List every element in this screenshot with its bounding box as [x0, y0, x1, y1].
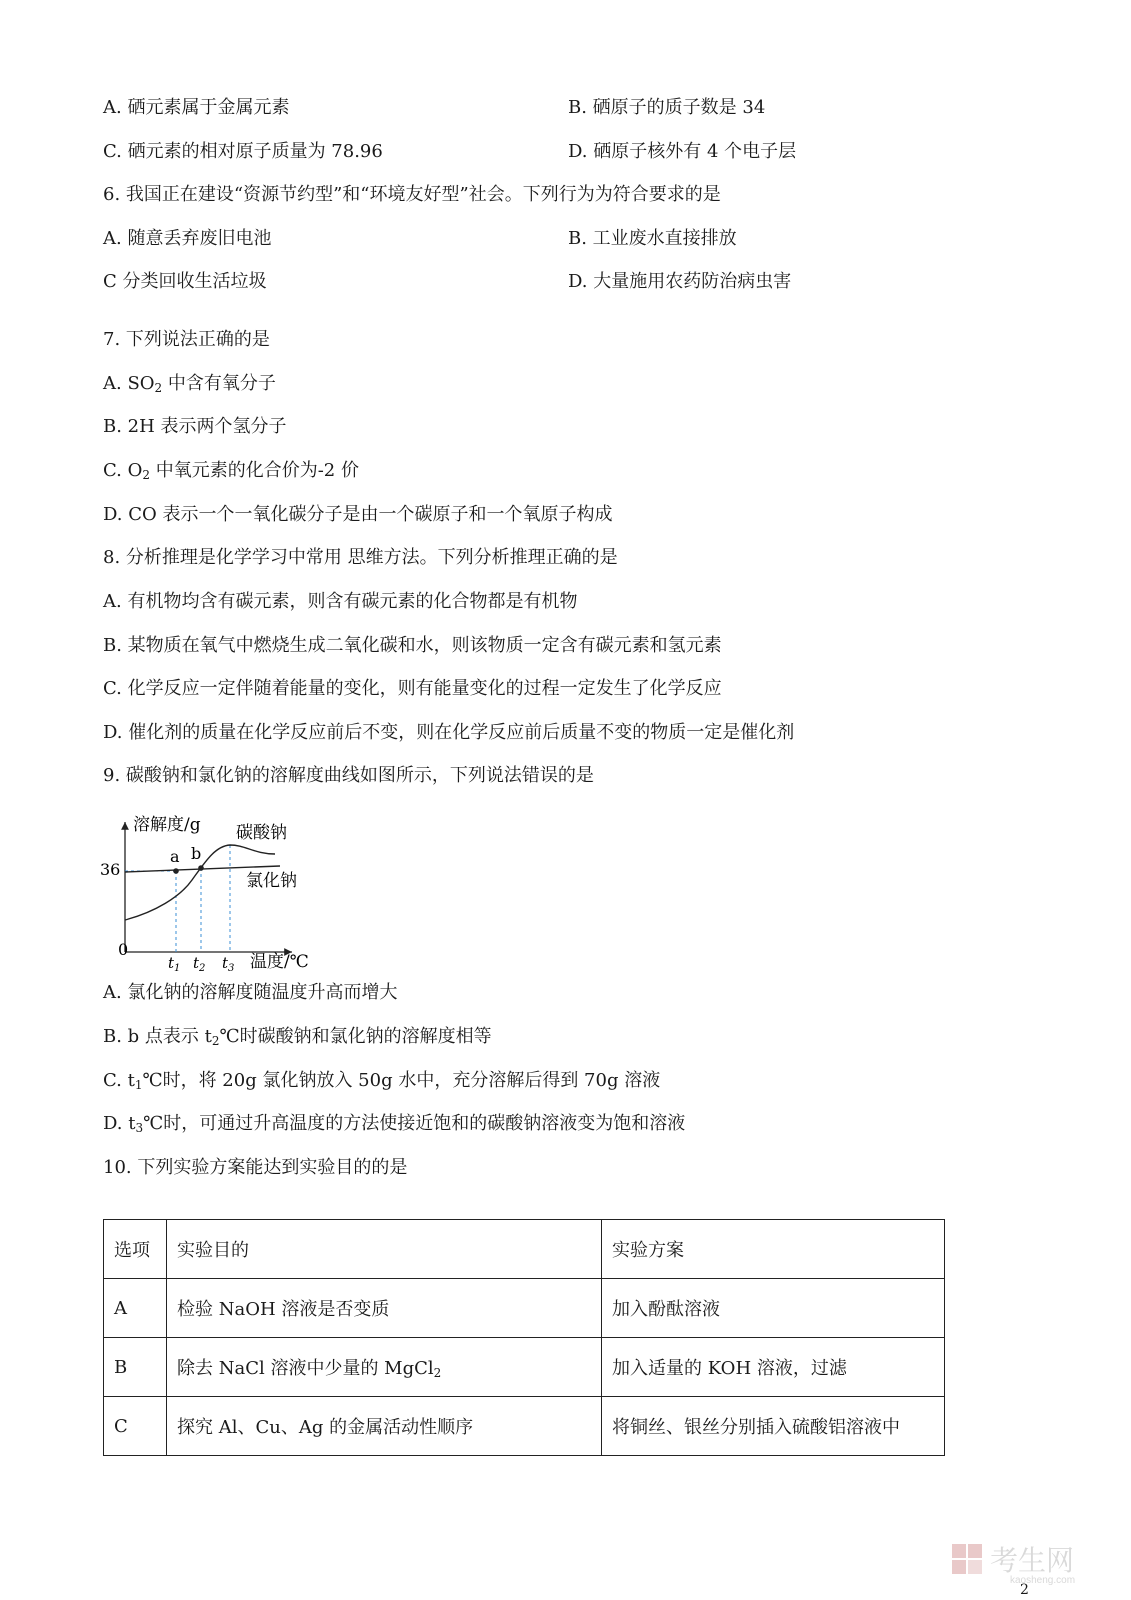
q5-option-a: A. 硒元素属于金属元素 — [103, 97, 290, 118]
legend-na2co3: 碳酸钠 — [236, 823, 287, 843]
header-option: 选项 — [104, 1220, 167, 1279]
watermark-url: kaosheng.com — [1010, 1575, 1076, 1586]
row-option: A — [104, 1279, 167, 1338]
q5-option-c: C. 硒元素的相对原子质量为 78.96 — [103, 141, 383, 162]
point-b-label: b — [191, 844, 202, 863]
x-tick-t2: $t_2$ — [193, 954, 206, 974]
x-tick-t1: $t_1$ — [168, 954, 181, 974]
q8-option-d: D. 催化剂的质量在化学反应前后不变，则在化学反应前后质量不变的物质一定是催化剂 — [103, 722, 795, 743]
q10-stem: 10. 下列实验方案能达到实验目的的是 — [103, 1157, 408, 1178]
q8-option-a: A. 有机物均含有碳元素，则含有碳元素的化合物都是有机物 — [103, 591, 578, 612]
q6-stem: 6. 我国正在建设“资源节约型”和“环境友好型”社会。下列行为为符合要求的是 — [103, 184, 721, 205]
x-tick-t3: $t_3$ — [222, 954, 235, 974]
y-tick-36: 36 — [100, 860, 121, 879]
experiment-table — [103, 1219, 945, 1456]
table-header-row — [104, 1220, 945, 1279]
kaosheng-watermark-logo — [950, 1540, 1120, 1586]
table-row — [104, 1338, 945, 1397]
row-plan: 加入酚酞溶液 — [602, 1279, 945, 1338]
q6-option-b: B. 工业废水直接排放 — [568, 228, 737, 249]
q9-stem: 9. 碳酸钠和氯化钠的溶解度曲线如图所示，下列说法错误的是 — [103, 765, 594, 786]
q7-stem: 7. 下列说法正确的是 — [103, 329, 270, 350]
q7-option-c: C. $O_2$ 中氧元素的化合价为-2 价 — [103, 460, 359, 482]
q8-option-c: C. 化学反应一定伴随着能量的变化，则有能量变化的过程一定发生了化学反应 — [103, 678, 722, 699]
q9-option-c: C. $t_1℃$时，将 20g 氯化钠放入 50g 水中，充分溶解后得到 70g 溶液 — [103, 1070, 661, 1092]
point-b — [198, 865, 204, 871]
solubility-chart — [100, 812, 340, 1002]
row-option: C — [104, 1397, 167, 1456]
q6-option-d: D. 大量施用农药防治病虫害 — [568, 271, 792, 292]
legend-nacl: 氯化钠 — [246, 871, 297, 891]
row-purpose: 检验 NaOH 溶液是否变质 — [167, 1279, 602, 1338]
q7-option-d: D. CO 表示一个一氧化碳分子是由一个碳原子和一个氧原子构成 — [103, 504, 613, 525]
table-row — [104, 1279, 945, 1338]
row-purpose: 探究 Al、Cu、Ag 的金属活动性顺序 — [167, 1397, 602, 1456]
q7-option-a: A. $SO_2$ 中含有氧分子 — [103, 373, 276, 395]
q8-option-b: B. 某物质在氧气中燃烧生成二氧化碳和水，则该物质一定含有碳元素和氢元素 — [103, 635, 722, 656]
header-purpose: 实验目的 — [167, 1220, 602, 1279]
row-plan: 加入适量的 KOH 溶液，过滤 — [602, 1338, 945, 1397]
q9-option-a: A. 氯化钠的溶解度随温度升高而增大 — [103, 982, 398, 1003]
x-axis-label: 温度/℃ — [250, 952, 309, 972]
origin-label: 0 — [118, 940, 129, 959]
table-row — [104, 1397, 945, 1456]
q9-option-d: D. $t_3℃$时，可通过升高温度的方法使接近饱和的碳酸钠溶液变为饱和溶液 — [103, 1113, 686, 1135]
q6-option-a: A. 随意丢弃废旧电池 — [103, 228, 272, 249]
y-axis-label: 溶解度/g — [133, 815, 201, 835]
header-plan: 实验方案 — [602, 1220, 945, 1279]
q9-option-b: B. b 点表示 $t_2℃$时碳酸钠和氯化钠的溶解度相等 — [103, 1026, 492, 1048]
q5-option-b: B. 硒原子的质子数是 34 — [568, 97, 766, 118]
point-a-label: a — [170, 847, 180, 866]
page-number: 2 — [1020, 1582, 1029, 1598]
row-option: B — [104, 1338, 167, 1397]
point-a — [173, 868, 179, 874]
q7-option-b: B. 2H 表示两个氢分子 — [103, 416, 287, 437]
q5-option-d: D. 硒原子核外有 4 个电子层 — [568, 141, 797, 162]
row-purpose: 除去 NaCl 溶液中少量的 MgCl$_2$ — [167, 1338, 602, 1397]
q6-option-c: C 分类回收生活垃圾 — [103, 271, 267, 292]
q8-stem: 8. 分析推理是化学学习中常用 思维方法。下列分析推理正确的是 — [103, 547, 618, 568]
watermark-text: 考生网 — [990, 1545, 1075, 1576]
row-plan: 将铜丝、银丝分别插入硫酸铝溶液中 — [602, 1397, 945, 1456]
